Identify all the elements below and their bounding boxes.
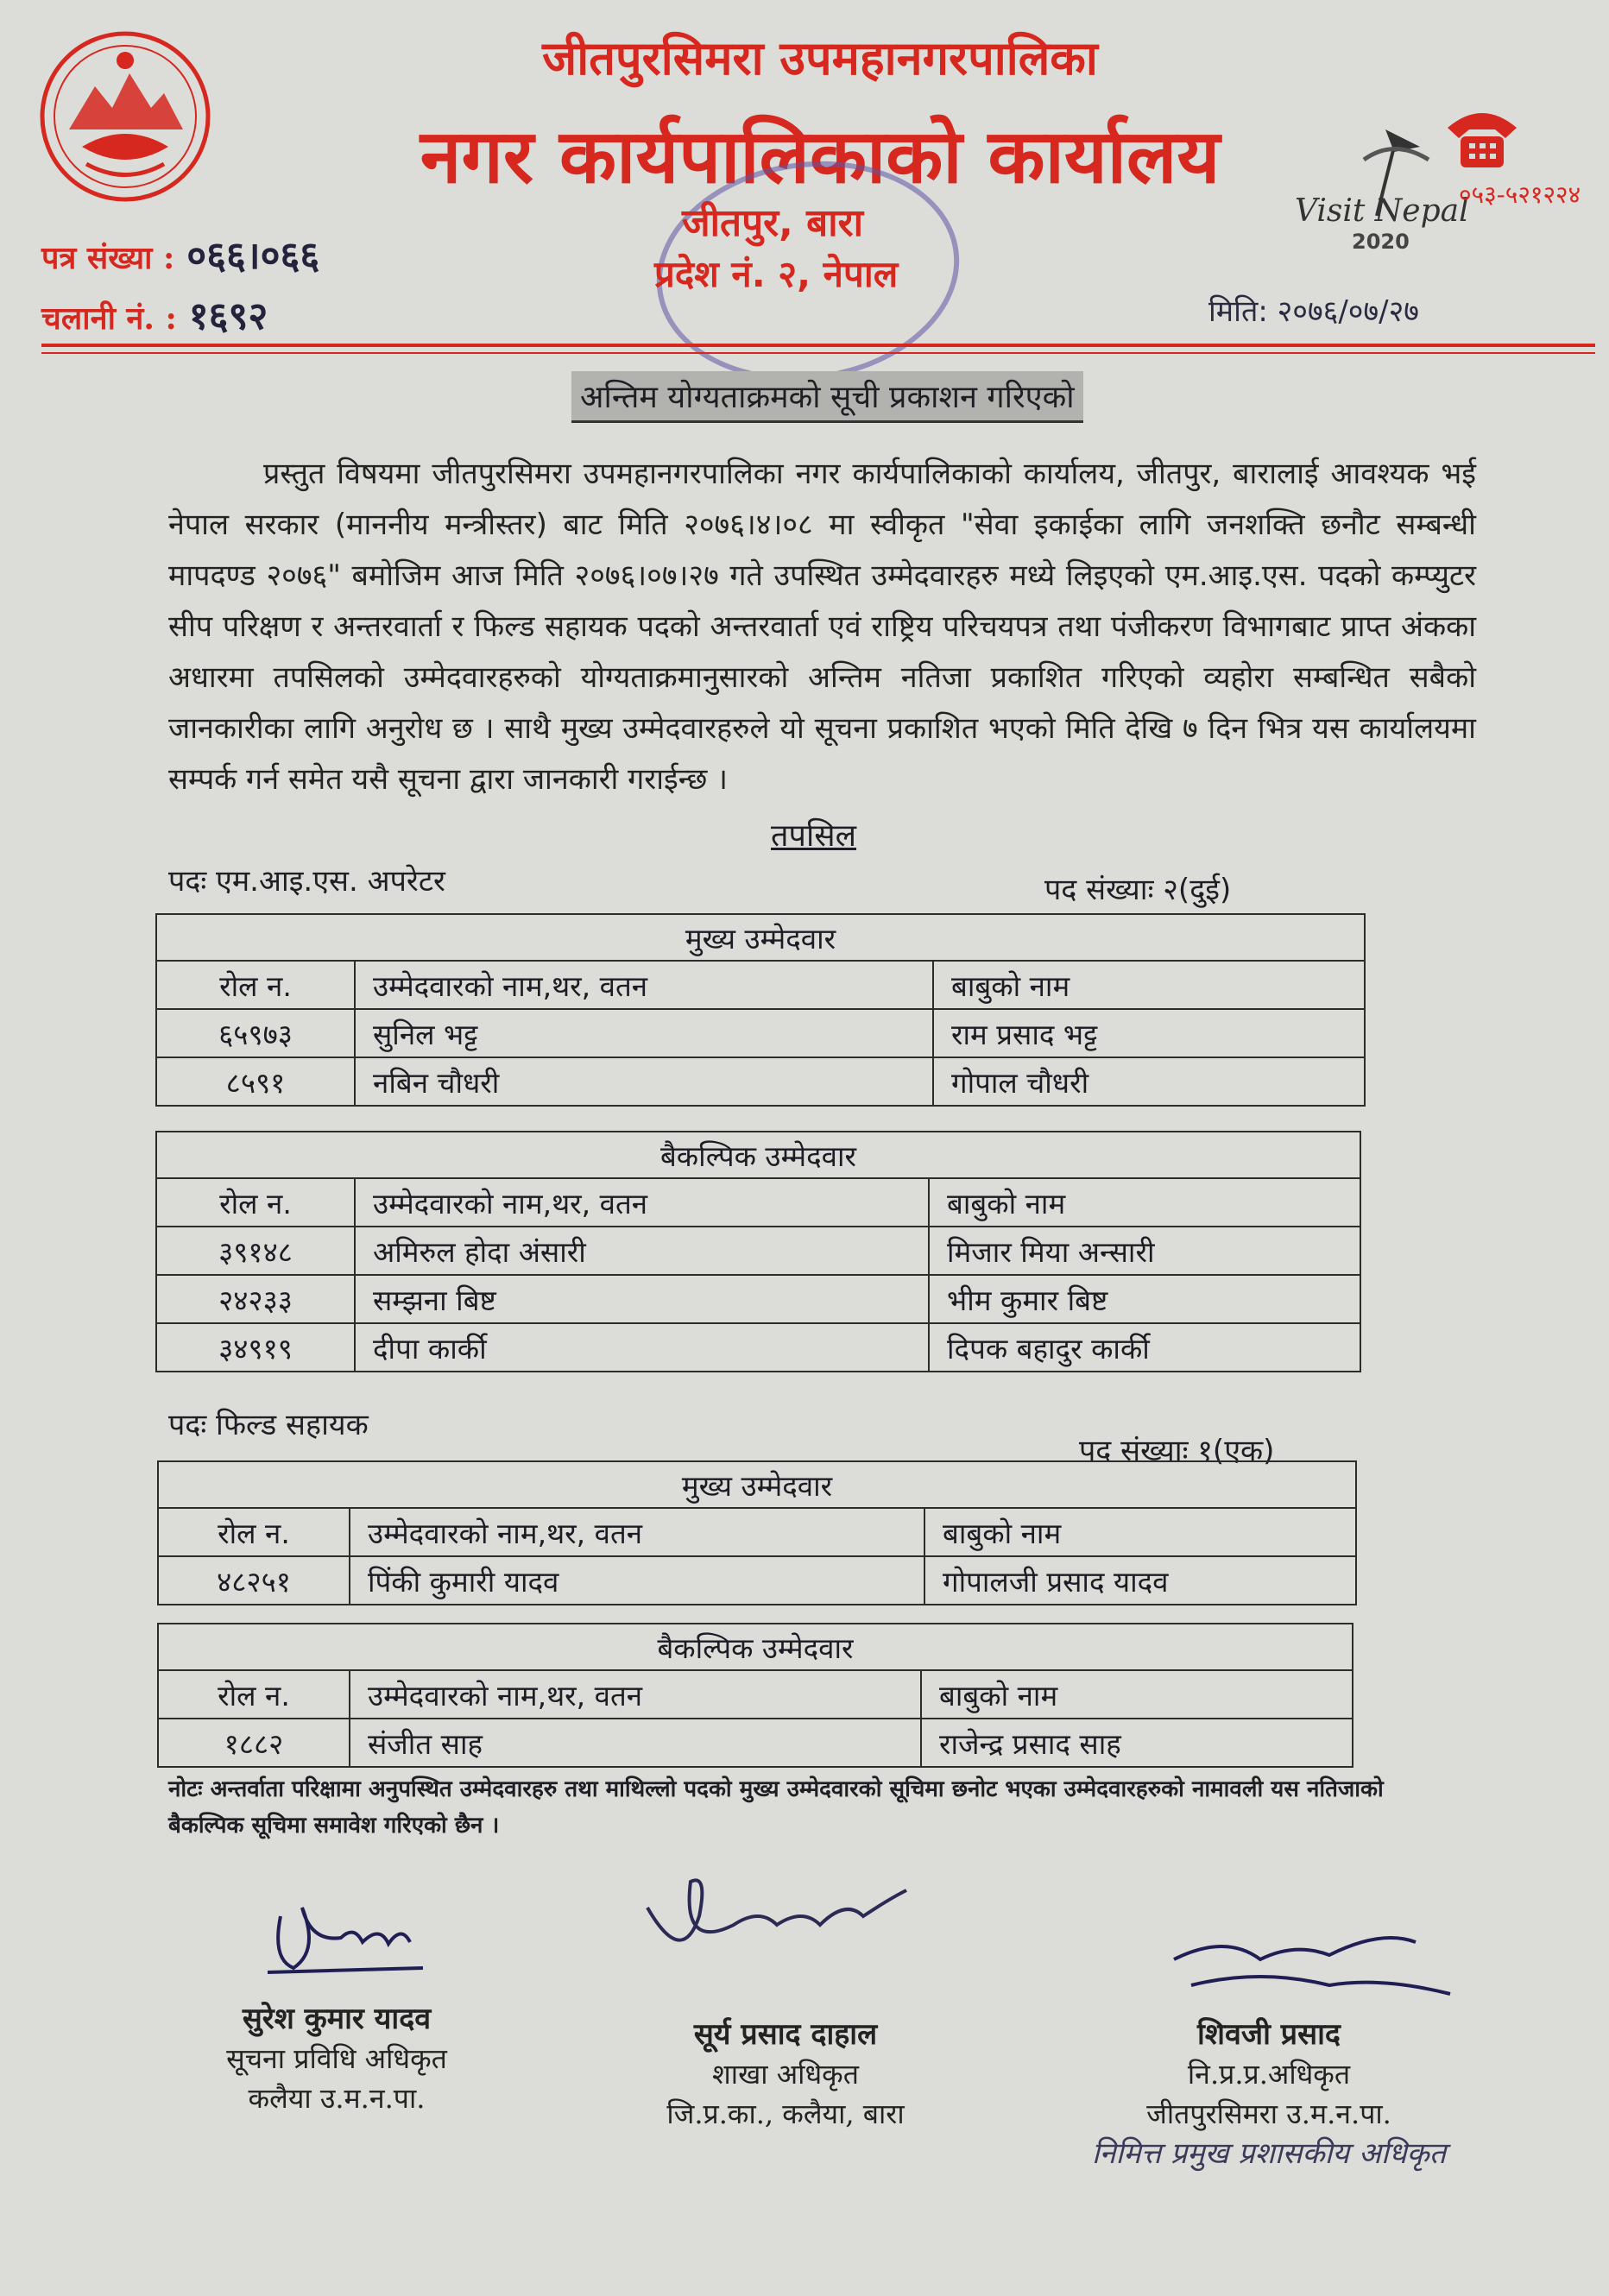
signatory-name: सूर्य प्रसाद दाहाल [693,2017,878,2052]
candidate-name: सुनिल भट्ट [355,1009,933,1057]
father-name: गोपाल चौधरी [933,1057,1365,1106]
roll-number: ८५९१ [156,1057,355,1106]
father-name: राजेन्द्र प्रसाद साह [921,1719,1353,1767]
body-paragraph: प्रस्तुत विषयमा जीतपुरसिमरा उपमहानगरपालिका नगर कार्यपालिकाको कार्यालय, जीतपुर, बारालाई आवश्यक भई नेपाल सरकार (माननीय मन्त्रीस्तर) बाट मिति २०७६।४।०८ मा स्वीकृत "सेवा इकाईका लागि जनशक्ति छनौट सम्बन्धी मापदण्ड २०७६" बमोजिम आज मिति २०७६।०७।२७ गते उपस्थित उम्मेदवारहरु मध्ये लिइएको एम.आइ.एस. पदको कम्प्युटर सीप परिक्षण र अन्तरवार्ता र फिल्ड सहायक पदको अन्तरवार्ता एवं राष्ट्रिय परिचयपत्र तथा पंजीकरण विभागबाट प्राप्त अंकका अधारमा तपसिलको उम्मेदवारहरुको योग्यताक्रमानुसारको अन्तिम नतिजा प्रकाशित गरिएको व्यहोरा सम्बन्धित सबैको जानकारीका लागि अनुरोध छ । साथै मुख्य उम्मेदवारहरुले यो सूचना प्रकाशित भएको मिति देखि ७ दिन भित्र यस कार्यालयमा सम्पर्क गर्न समेत यसै सूचना द्वारा जानकारी गराईन्छ । [168,457,1476,797]
post-count: पद संख्याः १(एक) [1079,1434,1275,1468]
table-row [156,1275,1360,1323]
details-heading: तपसिल [771,818,857,854]
column-header-name: उम्मेदवारको नाम,थर, वतन [350,1670,921,1719]
table-title: मुख्य उम्मेदवार [156,914,1365,961]
municipality-emblem-icon [35,26,216,207]
date-value: २०७६/०७/२७ [1277,294,1419,329]
candidate-name: अमिरुल होदा अंसारी [355,1227,929,1275]
column-header-father: बाबुको नाम [924,1508,1356,1556]
header-rule-thin [41,352,1595,354]
column-header-father: बाबुको नाम [933,961,1365,1009]
subject-line: अन्तिम योग्यताक्रमको सूची प्रकाशन गरिएको [571,371,1083,423]
roll-number: ४८२५१ [158,1556,350,1605]
candidate-name: दीपा कार्की [355,1323,929,1372]
candidate-table-alternate [155,1131,1361,1372]
signature-2-icon [639,1856,915,1977]
signatory-office: कलैया उ.म.न.पा. [248,2082,426,2115]
column-header-roll: रोल न. [158,1670,350,1719]
dispatch-number-row [41,288,268,340]
candidate-name: संजीत साह [350,1719,921,1767]
table-row [158,1719,1353,1767]
signatory-office: जि.प्र.का., कलैया, बारा [666,2097,905,2130]
table-row [156,1323,1360,1372]
column-header-roll: रोल न. [158,1508,350,1556]
table-row [158,1556,1356,1605]
table-row [156,1057,1365,1106]
signatory-name: सुरेश कुमार यादव [242,2002,432,2036]
dispatch-label: चलानी नं. : [41,300,177,337]
column-header-father: बाबुको नाम [921,1670,1353,1719]
post-title: पदः फिल्ड सहायक [168,1408,369,1442]
stamp-line-2: प्रदेश नं. २, नेपाल [654,253,899,295]
column-header-name: उम्मेदवारको नाम,थर, वतन [355,961,933,1009]
column-header-name: उम्मेदवारको नाम,थर, वतन [355,1178,929,1227]
table-row [156,1227,1360,1275]
table-row [156,1009,1365,1057]
table-title: बैकल्पिक उम्मेदवार [156,1132,1360,1178]
date-label: मिति: [1208,294,1268,329]
stamp-line-1: जीतपुर, बारा [682,201,864,245]
candidate-table-alternate [157,1623,1353,1768]
signature-1-icon [259,1890,432,1985]
letter-date [1208,290,1419,330]
municipality-name: जीतपुरसिमरा उपमहानगरपालिका [542,30,1098,85]
signatory-title: सूचना प्रविधि अधिकृत [226,2042,447,2075]
column-header-roll: रोल न. [156,961,355,1009]
roll-number: २४२३३ [156,1275,355,1323]
column-header-roll: रोल न. [156,1178,355,1227]
dispatch-value: १६९२ [188,294,268,338]
candidate-name: पिंकी कुमारी यादव [350,1556,924,1605]
table-title: बैकल्पिक उम्मेदवार [158,1624,1353,1670]
candidate-name: सम्झना बिष्ट [355,1275,929,1323]
table-header-row [156,961,1365,1009]
reference-number-row [41,228,319,280]
signatory-3 [1027,2015,1511,2173]
reference-label: पत्र संख्या : [41,240,175,276]
table-header-row [156,1178,1360,1227]
candidate-name: नबिन चौधरी [355,1057,933,1106]
signatory-1 [164,1999,509,2118]
signature-3-icon [1157,1925,1467,2028]
table-title: मुख्य उम्मेदवार [158,1461,1356,1508]
father-name: मिजार मिया अन्सारी [929,1227,1360,1275]
table-header-row [158,1508,1356,1556]
signatory-name: शिवजी प्रसाद [1197,2017,1341,2052]
candidate-table-main [155,913,1366,1107]
candidate-table-main [157,1460,1357,1605]
officiating-stamp: निमित्त प्रमुख प्रशासकीय अधिकृत [1091,2136,1447,2171]
post-count: पद संख्याः २(दुई) [1044,873,1232,907]
signatory-2 [604,2015,967,2134]
reference-value: ०६६।०६६ [186,234,320,278]
column-header-father: बाबुको नाम [929,1178,1360,1227]
phone-number: ०५३-५२१२२४ [1459,180,1581,209]
footnote: नोटः अन्तर्वाता परिक्षामा अनुपस्थित उम्मेदवारहरु तथा माथिल्लो पदको मुख्य उम्मेदवारको सूचिमा छनोट भएका उम्मेदवारहरुको नामावली यस नतिजाको बैकल्पिक सूचिमा समावेश गरिएको छैन । [168,1776,1384,1839]
roll-number: ६५९७३ [156,1009,355,1057]
column-header-name: उम्मेदवारको नाम,थर, वतन [350,1508,924,1556]
roll-number: १८८२ [158,1719,350,1767]
father-name: गोपालजी प्रसाद यादव [924,1556,1356,1605]
signatory-title: शाखा अधिकृत [712,2058,859,2091]
father-name: दिपक बहादुर कार्की [929,1323,1360,1372]
father-name: राम प्रसाद भट्ट [933,1009,1365,1057]
roll-number: ३९१४८ [156,1227,355,1275]
office-name: नगर कार्यपालिकाको कार्यालय [420,113,1221,200]
table-header-row [158,1670,1353,1719]
signatory-title: नि.प्र.प्र.अधिकृत [1187,2058,1351,2091]
father-name: भीम कुमार बिष्ट [929,1275,1360,1323]
post-title: पदः एम.आइ.एस. अपरेटर [168,864,445,899]
visit-nepal-year: 2020 [1352,230,1410,254]
telephone-icon [1443,104,1521,173]
header-rule [41,344,1595,347]
visit-nepal-text: Visit Nepal [1295,193,1469,229]
roll-number: ३४९१९ [156,1323,355,1372]
signatory-office: जीतपुरसिमरा उ.म.न.पा. [1146,2097,1391,2130]
